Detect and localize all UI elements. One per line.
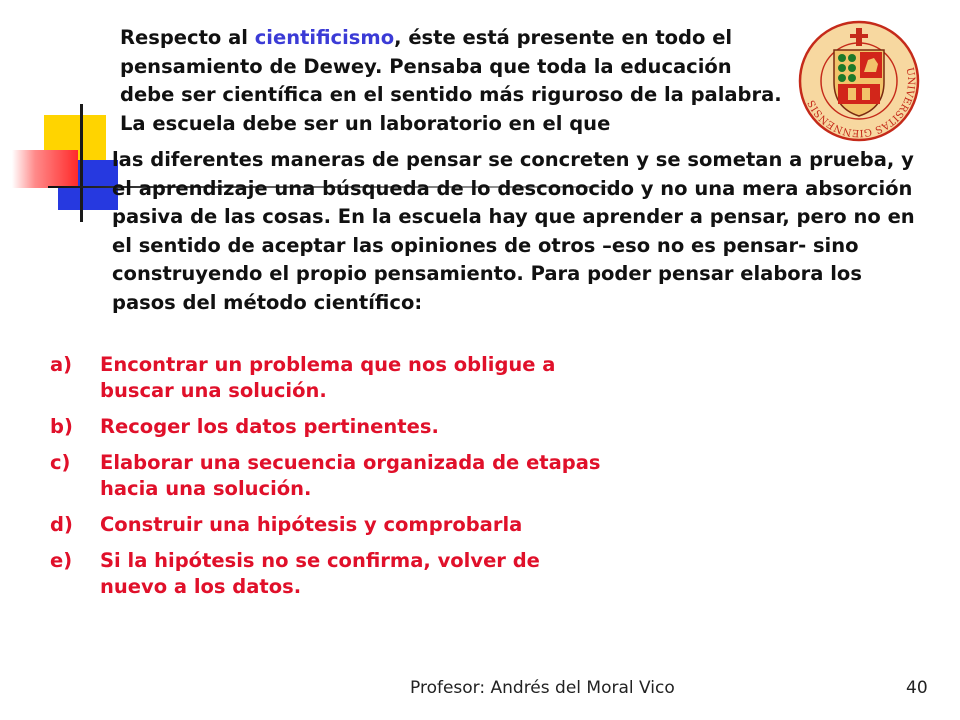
step-text: Encontrar un problema que nos obligue a buscar una solución. bbox=[100, 353, 556, 402]
step-text: Recoger los datos pertinentes. bbox=[100, 415, 439, 438]
step-marker: c) bbox=[50, 451, 71, 474]
decor-vertical-line bbox=[80, 104, 83, 222]
step-marker: d) bbox=[50, 513, 73, 536]
intro-paragraph bbox=[120, 24, 790, 138]
decor-red-square bbox=[12, 150, 78, 188]
list-item bbox=[50, 548, 610, 600]
page-number: 40 bbox=[906, 678, 928, 698]
list-item bbox=[50, 414, 610, 440]
step-marker: a) bbox=[50, 353, 73, 376]
seal-inscription: UNIVERSITAS GIENNENSIS bbox=[806, 66, 917, 139]
footer-author: Profesor: Andrés del Moral Vico bbox=[410, 678, 675, 698]
highlight-term: cientificismo bbox=[254, 26, 395, 49]
step-text: Si la hipótesis no se confirma, volver de nuevo a los datos. bbox=[100, 549, 540, 598]
list-item bbox=[50, 450, 610, 502]
step-text: Construir una hipótesis y comprobarla bbox=[100, 513, 523, 536]
university-seal-icon bbox=[798, 20, 920, 142]
main-paragraph: las diferentes maneras de pensar se concreten y se sometan a prueba, y el aprendizaje una búsqueda de lo desconocido y no una mera absorción pasiva de las cosas. En la escuela hay que aprender a pensar, pero no en el sentido de aceptar las opiniones de otros –eso no es pensar- sino construyendo el propio pensamiento. Para poder pensar elabora los pasos del método científico: bbox=[112, 148, 915, 314]
intro-text-before: Respecto al bbox=[120, 26, 255, 49]
intro-text-after: , éste está presente en todo el pensamiento de Dewey. Pensaba que toda la educación debe ser científica en el sentido más riguroso de la palabra. La escuela debe ser un laboratorio en el que bbox=[120, 26, 782, 135]
step-text: Elaborar una secuencia organizada de etapas hacia una solución. bbox=[100, 451, 601, 500]
list-item bbox=[50, 512, 610, 538]
step-marker: e) bbox=[50, 549, 73, 572]
step-marker: b) bbox=[50, 415, 73, 438]
method-steps-list bbox=[50, 352, 610, 610]
list-item bbox=[50, 352, 610, 404]
